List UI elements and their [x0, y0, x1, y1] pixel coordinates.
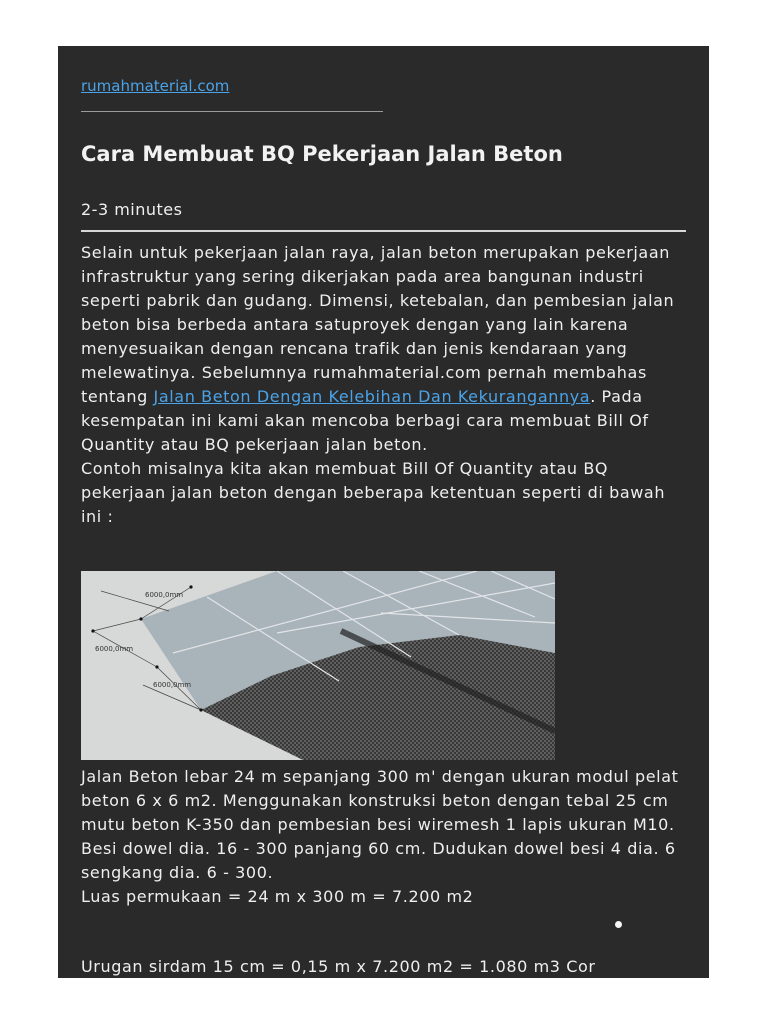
- details-text: [81, 765, 693, 909]
- article-page: [58, 46, 709, 978]
- divider-short: [81, 111, 383, 112]
- bullet-dot: [615, 921, 622, 928]
- road-slab-illustration: [81, 571, 555, 760]
- dim-label-2: 6000,0mm: [95, 645, 134, 653]
- paragraph-1: [81, 241, 691, 457]
- site-link[interactable]: rumahmaterial.com: [81, 77, 230, 95]
- line-sirdam-fill: Urugan sirdam 15 cm = 0,15 m x 7.200 m2 = 1.080 m3 Cor: [81, 957, 596, 976]
- paragraph-1-end: . Pada kesempatan ini kami akan mencoba berbagi cara membuat Bill Of Quantity atau BQ pekerjaan jalan beton.: [81, 387, 649, 454]
- paragraph-1-text: Selain untuk pekerjaan jalan raya, jalan beton merupakan pekerjaan infrastruktur yang sering dikerjakan pada area bangunan industri seperti pabrik dan gudang. Dimensi, ketebalan, dan pembesian jalan beton bisa berbeda antara satuproyek dengan yang lain karena menyesuaikan dengan rencana trafik dan jenis kendaraan yang melewatinya. Sebelumnya rumahmaterial.com pernah membahas tentang: [81, 243, 675, 406]
- slab-drawing: [81, 571, 555, 760]
- paragraph-2: Contoh misalnya kita akan membuat Bill Of Quantity atau BQ pekerjaan jalan beton dengan beberapa ketentuan seperti di bawah ini :: [81, 459, 666, 526]
- read-time: 2-3 minutes: [81, 200, 183, 219]
- paragraph-3: Jalan Beton lebar 24 m sepanjang 300 m' dengan ukuran modul pelat beton 6 x 6 m2. Menggunakan konstruksi beton dengan tebal 25 cm mutu beton K-350 dan pembesian besi wiremesh 1 lapis ukuran M10. Besi dowel dia. 16 - 300 panjang 60 cm. Dudukan dowel besi 4 dia. 6 sengkang dia. 6 - 300.: [81, 767, 679, 882]
- line-surface-area: Luas permukaan = 24 m x 300 m = 7.200 m2: [81, 887, 474, 906]
- intro-text: [81, 241, 691, 529]
- divider-long: [81, 230, 686, 232]
- dim-label-3: 6000,0mm: [153, 681, 192, 689]
- dim-label-1: 6000,0mm: [145, 591, 184, 599]
- article-title: Cara Membuat BQ Pekerjaan Jalan Beton: [81, 142, 563, 166]
- related-article-link[interactable]: Jalan Beton Dengan Kelebihan Dan Kekurangannya: [153, 387, 591, 406]
